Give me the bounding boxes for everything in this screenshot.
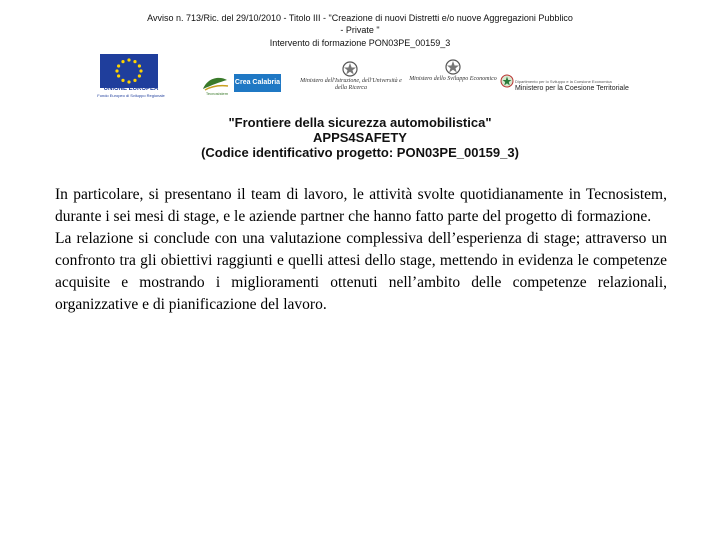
ministry-cohesion-dept: Dipartimento per lo Sviluppo e la Coesione Economica — [515, 79, 612, 84]
header-notice-line2: - Private " — [340, 25, 380, 35]
italian-emblem-icon — [500, 74, 514, 88]
project-code: (Codice identificativo progetto: PON03PE_00159_3) — [201, 145, 519, 160]
eu-caption — [84, 86, 178, 98]
italian-emblem-icon — [341, 60, 359, 78]
ministry-cohesion-label: Ministero per la Coesione Territoriale — [515, 85, 629, 92]
ministry-education-label: Ministero dell'Istruzione, dell'Università e della Ricerca — [300, 78, 402, 91]
tecnosistem-caption: Tecnosistem — [205, 91, 229, 96]
ministry-cohesion-block — [515, 78, 645, 92]
eu-flag-icon — [100, 54, 158, 88]
italian-emblem-icon — [444, 58, 462, 76]
leaf-logo-icon — [200, 74, 230, 92]
header-intervention: Intervento di formazione PON03PE_00159_3 — [269, 38, 451, 48]
paragraph-intro: In particolare, si presentano il team di lavoro, le attività svolte quotidianamente in Tecnosistem, durante i sei mesi di stage, e le aziende partner che hanno fatto parte del progetto di formazione. — [55, 186, 667, 225]
crea-logo-icon: Crea Calabria — [234, 74, 281, 92]
eu-caption-main: UNIONE EUROPEA — [103, 86, 159, 92]
project-title: "Frontiere della sicurezza automobilistica" — [228, 115, 492, 130]
paragraph-conclusion: La relazione si conclude con una valutazione complessiva dell’esperienza di stage; attraverso un confronto tra gli obiettivi raggiunti e quelli attesi dello stage, mettendo in evidenza le competenze acquisite e mostrando i miglioramenti ottenuti nell’ambito delle competenze relazionali, organizzative e di pianificazione del lavoro. — [55, 230, 667, 313]
eu-caption-sub: Fondo Europeo di Sviluppo Regionale — [97, 93, 165, 98]
project-acronym: APPS4SAFETY — [313, 130, 407, 145]
body-text — [55, 184, 667, 316]
header-notice-line1: Avviso n. 713/Ric. del 29/10/2010 - Titolo III - "Creazione di nuovi Distretti e/o nuove Aggregazioni Pubblico — [147, 13, 573, 23]
ministry-development-label: Ministero dello Sviluppo Economico — [409, 76, 497, 82]
